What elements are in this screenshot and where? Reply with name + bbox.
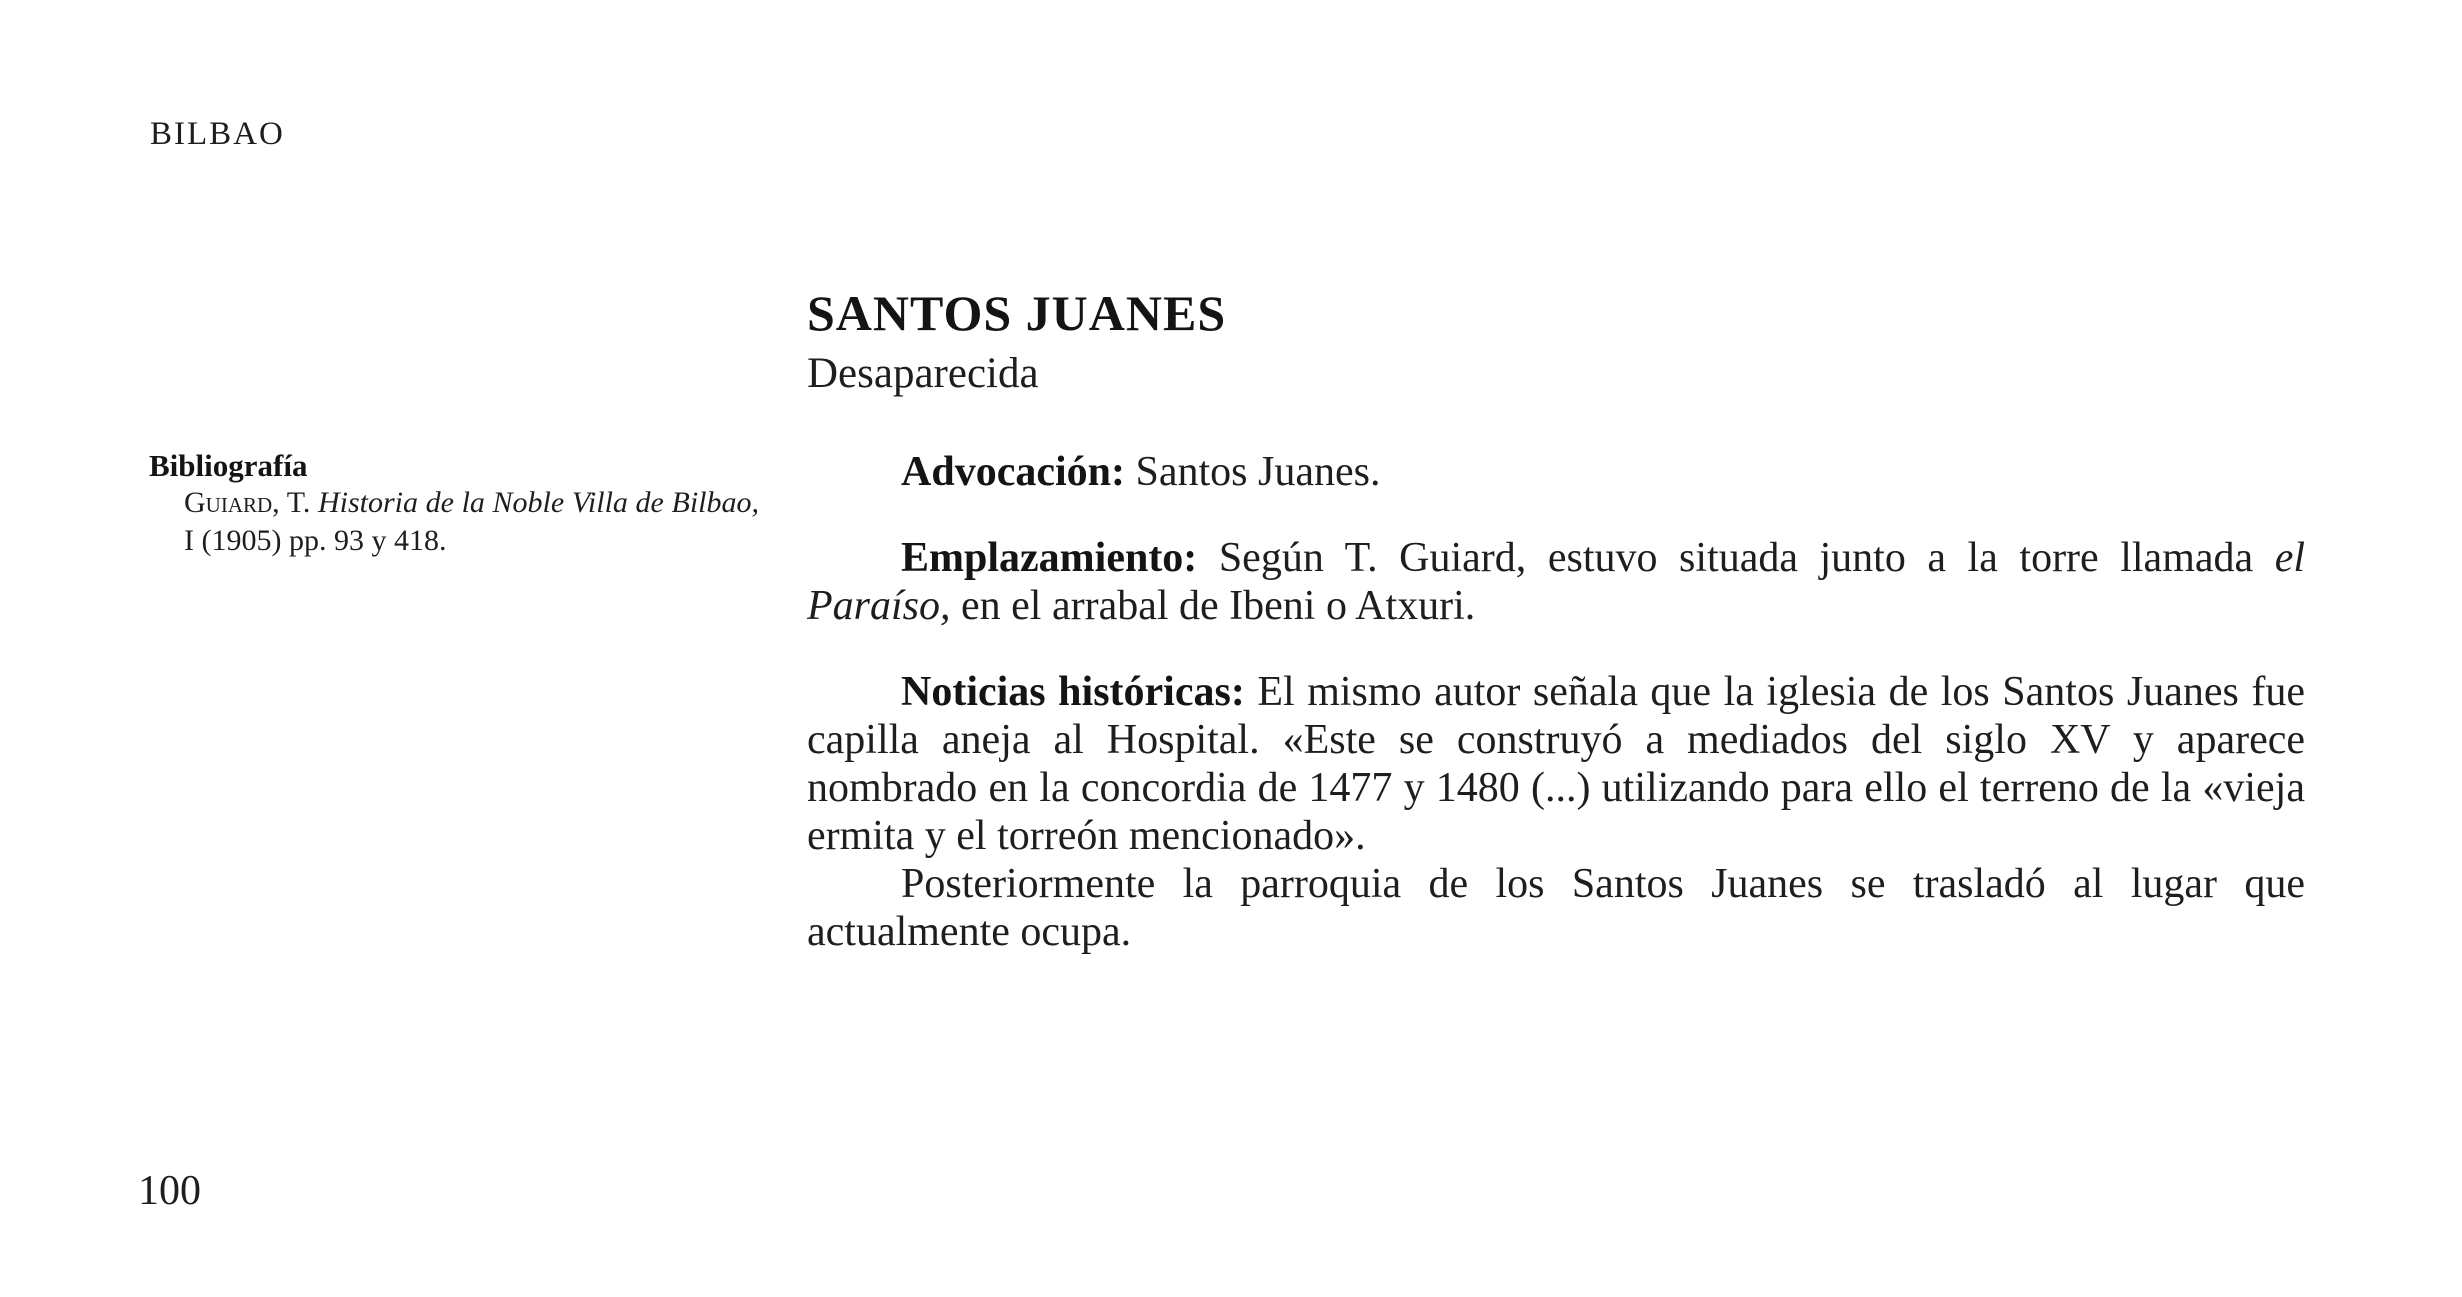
advocacion-label: Advocación: <box>901 449 1125 495</box>
bibliography-initial: , T. <box>272 486 318 520</box>
noticias-text: El mismo autor señala que la iglesia de los Santos Juanes fue capilla aneja al Hospital. «Este se construyó a mediados del siglo XV y aparece nombrado en la concordia de 1477 y 1480 (...) utilizando para ello el terreno de la «vieja ermita y el torreón mencionado». <box>807 669 2305 859</box>
bibliography-heading: Bibliografía <box>149 448 308 483</box>
advocacion-text: Santos Juanes. <box>1125 449 1381 495</box>
bibliography-details: I (1905) pp. 93 y 418. <box>184 524 447 558</box>
bibliography-block <box>149 447 759 560</box>
running-head: BILBAO <box>150 116 285 152</box>
bibliography-author: Guiard <box>184 486 273 520</box>
emplazamiento-text-after: en el arrabal de Ibeni o Atxuri. <box>950 583 1476 629</box>
advocacion-section <box>807 448 2305 496</box>
advocacion-paragraph <box>807 448 2305 496</box>
page-number: 100 <box>138 1168 201 1214</box>
bibliography-entry <box>149 484 759 560</box>
emplazamiento-place-name: el Paraíso, <box>807 535 2305 629</box>
emplazamiento-label: Emplazamiento: <box>901 535 1198 581</box>
emplazamiento-paragraph <box>807 534 2305 630</box>
noticias-paragraph-2: Posteriormente la parroquia de los Santos Juanes se trasladó al lugar que actualmente ocupa. <box>807 861 2305 955</box>
bibliography-work-title: Historia de la Noble Villa de Bilbao, <box>317 486 759 520</box>
emplazamiento-section <box>807 534 2305 630</box>
noticias-section <box>807 668 2305 956</box>
entry-subtitle: Desaparecida <box>807 350 1039 397</box>
noticias-label: Noticias históricas: <box>901 669 1245 715</box>
noticias-paragraph <box>807 668 2305 860</box>
entry-title: SANTOS JUANES <box>807 285 1227 341</box>
emplazamiento-text-before: Según T. Guiard, estuvo situada junto a la torre llamada <box>1197 535 2275 581</box>
